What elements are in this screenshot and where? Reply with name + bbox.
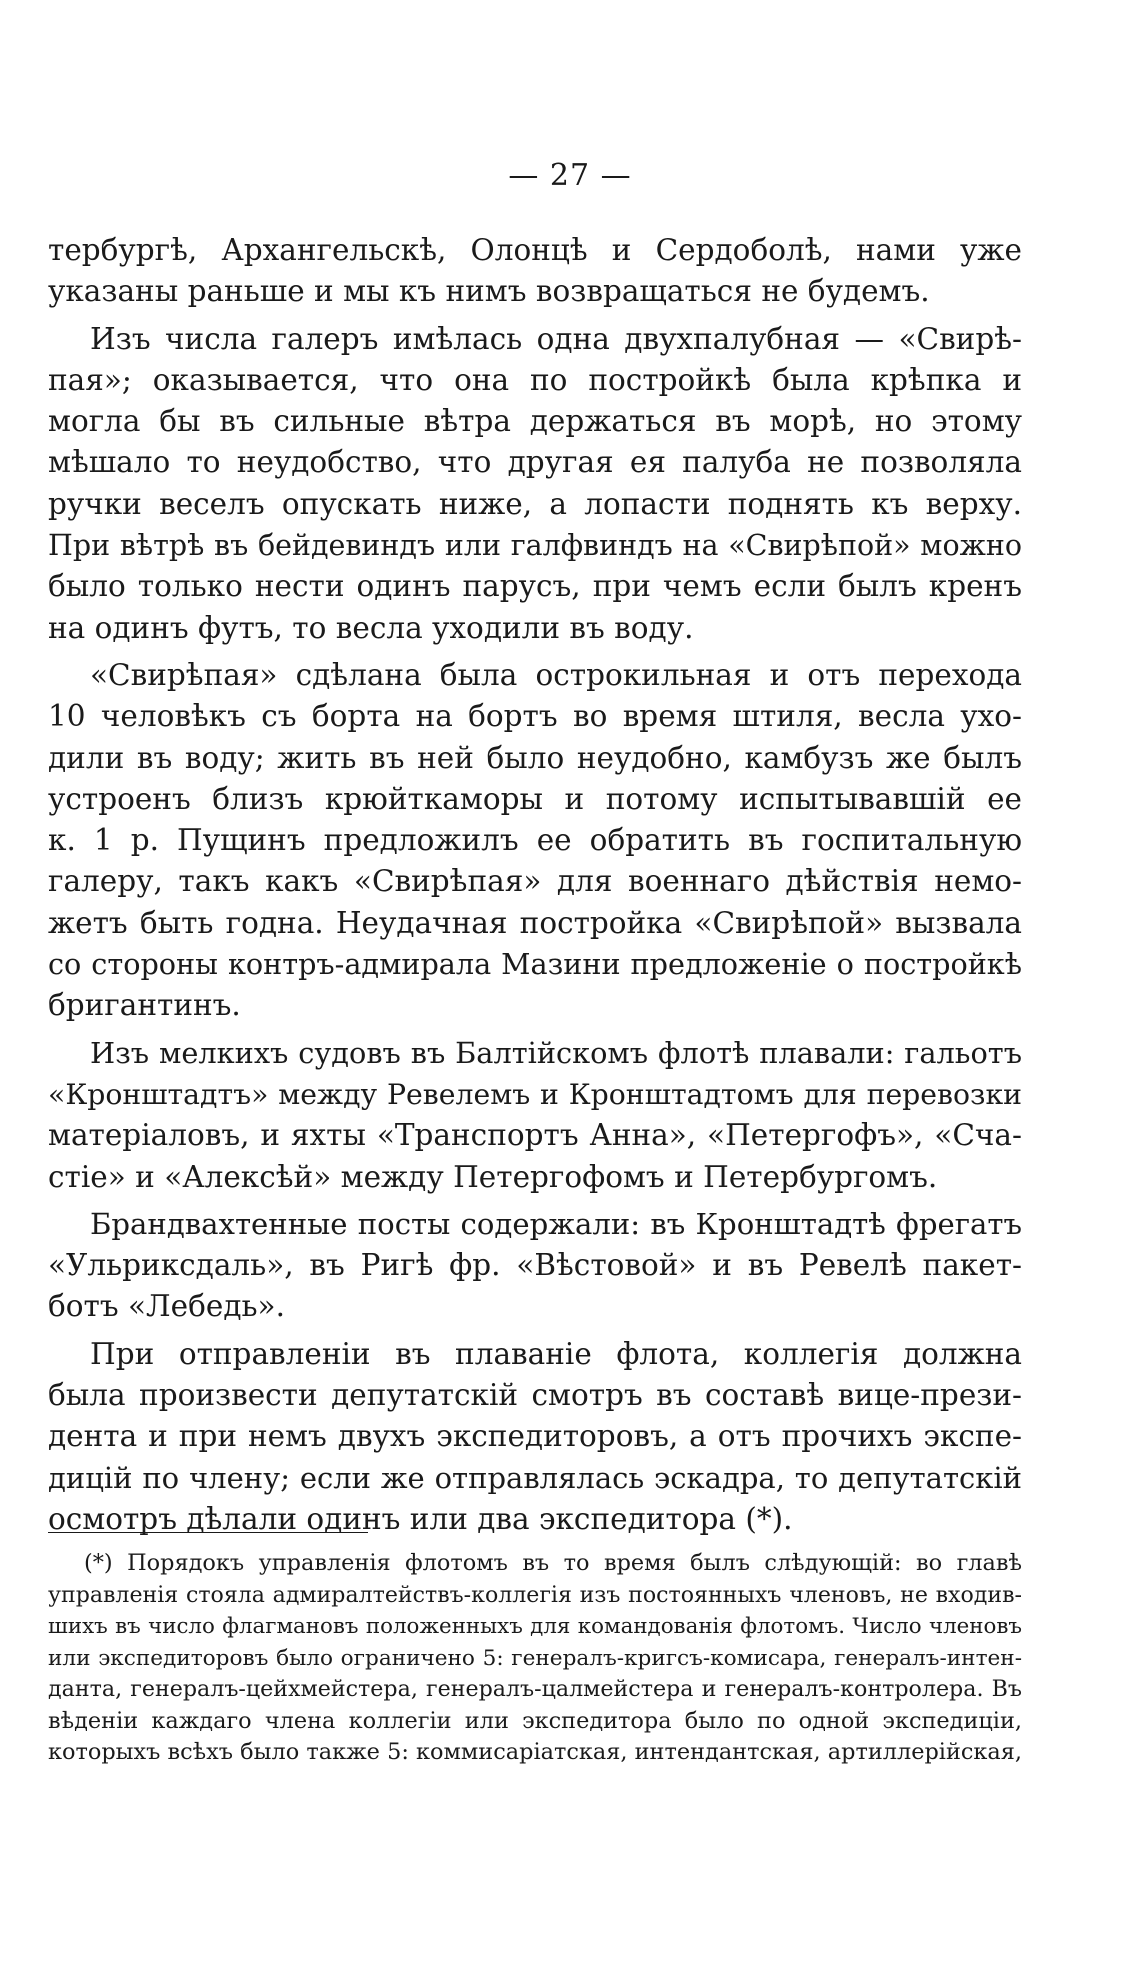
text-line: мѣшало то неудобство, что другая ея палуба не позволяла (48, 445, 1022, 480)
text-line: дили въ воду; жить въ ней было неудобно, камбузъ же былъ (48, 740, 1022, 775)
paragraph-1 (48, 230, 1022, 313)
footnote-line: (*) Порядокъ управленія флотомъ въ то время былъ слѣдующій: во главѣ (84, 1550, 1022, 1576)
text-line: Брандвахтенные посты содержали: въ Кронштадтѣ фрегатъ (90, 1206, 1022, 1241)
text-line: на одинъ футъ, то весла уходили въ воду. (48, 610, 694, 645)
text-line: При отправленіи въ плаваніе флота, коллегія должна (90, 1336, 1022, 1371)
footnote-line: или экспедиторовъ было ограничено 5: генералъ-кригсъ-комисара, генералъ-интен- (48, 1645, 1022, 1671)
text-line: могла бы въ сильные вѣтра держаться въ морѣ, но этому (48, 404, 1022, 439)
paragraph-5 (48, 1204, 1022, 1328)
text-line: было только нести одинъ парусъ, при чемъ если былъ кренъ (48, 569, 1022, 604)
text-line: жетъ быть годна. Неудачная постройка «Свирѣпой» вызвала (48, 905, 1022, 940)
text-line: была произвести депутатскій смотръ въ составѣ вице-прези- (48, 1378, 1022, 1413)
footnote-line: данта, генералъ-цейхмейстера, генералъ-цалмейстера и генералъ-контролера. Въ (48, 1676, 1022, 1702)
paragraph-2 (48, 319, 1022, 649)
text-line: «Кронштадтъ» между Ревелемъ и Кронштадтомъ для перевозки (48, 1077, 1022, 1111)
text-line: пая»; оказывается, что она по постройкѣ была крѣпка и (48, 362, 1022, 397)
text-line: дента и при немъ двухъ экспедиторовъ, а отъ прочихъ экспе- (48, 1419, 1022, 1454)
paragraph-3 (48, 655, 1022, 1027)
text-line: «Свирѣпая» сдѣлана была острокильная и отъ перехода (90, 657, 1022, 692)
footnote-line: вѣденіи каждаго члена коллегіи или экспедитора было по одной экспедиціи, (48, 1707, 1022, 1734)
text-line: дицій по члену; если же отправлялась эскадра, то депутатскій (48, 1460, 1022, 1495)
text-line: тербургѣ, Архангельскѣ, Олонцѣ и Сердоболѣ, нами уже (48, 233, 1022, 267)
text-line: 10 человѣкъ съ борта на бортъ во время штиля, весла ухо- (48, 699, 1022, 734)
footnote-line: шихъ въ число флагмановъ положенныхъ для командованія флотомъ. Число членовъ (48, 1614, 1022, 1639)
text-line: стіе» и «Алексѣй» между Петергофомъ и Петербургомъ. (48, 1159, 938, 1194)
text-line: «Ульриксдаль», въ Ригѣ фр. «Вѣстовой» и въ Ревелѣ пакет- (48, 1248, 1022, 1283)
paragraph-4 (48, 1033, 1022, 1198)
text-line: ботъ «Лебедь». (48, 1289, 285, 1324)
text-line: со стороны контръ-адмирала Мазини предложеніе о постройкѣ (48, 947, 1022, 982)
text-line: осмотръ дѣлали одинъ или два экспедитора (*). (48, 1501, 793, 1536)
text-line: указаны раньше и мы къ нимъ возвращаться не будемъ. (48, 274, 930, 309)
body-text (48, 230, 1022, 1540)
text-line: галеру, такъ какъ «Свирѣпая» для военнаго дѣйствія немо- (48, 864, 1022, 899)
text-line: ручки веселъ опускать ниже, а лопасти поднять къ верху. (48, 486, 1022, 521)
text-line: Изъ мелкихъ судовъ въ Балтійскомъ флотѣ плавали: гальотъ (90, 1035, 1022, 1070)
text-line: к. 1 р. Пущинъ предложилъ ее обратить въ госпитальную (48, 823, 1022, 858)
page-number: — 27 — (508, 158, 632, 193)
footnote (48, 1548, 1022, 1769)
text-line: матеріаловъ, и яхты «Транспортъ Анна», «Петергофъ», «Сча- (48, 1118, 1022, 1153)
text-line: бригантинъ. (48, 988, 241, 1023)
paragraph-6 (48, 1334, 1022, 1540)
text-line: При вѣтрѣ въ бейдевиндъ или галфвиндъ на «Свирѣпой» можно (48, 529, 1022, 563)
text-line: устроенъ близъ крюйткаморы и потому испытывавшій ее (48, 781, 1022, 816)
footnote-divider (48, 1532, 368, 1533)
footnote-line: которыхъ всѣхъ было также 5: коммисаріатская, интендантская, артиллерійская, (48, 1739, 1022, 1765)
text-line: Изъ числа галеръ имѣлась одна двухпалубная — «Свирѣ- (90, 321, 1022, 356)
footnote-line: управленія стояла адмиралтействъ-коллегія изъ постоянныхъ членовъ, не входив- (48, 1582, 1022, 1608)
